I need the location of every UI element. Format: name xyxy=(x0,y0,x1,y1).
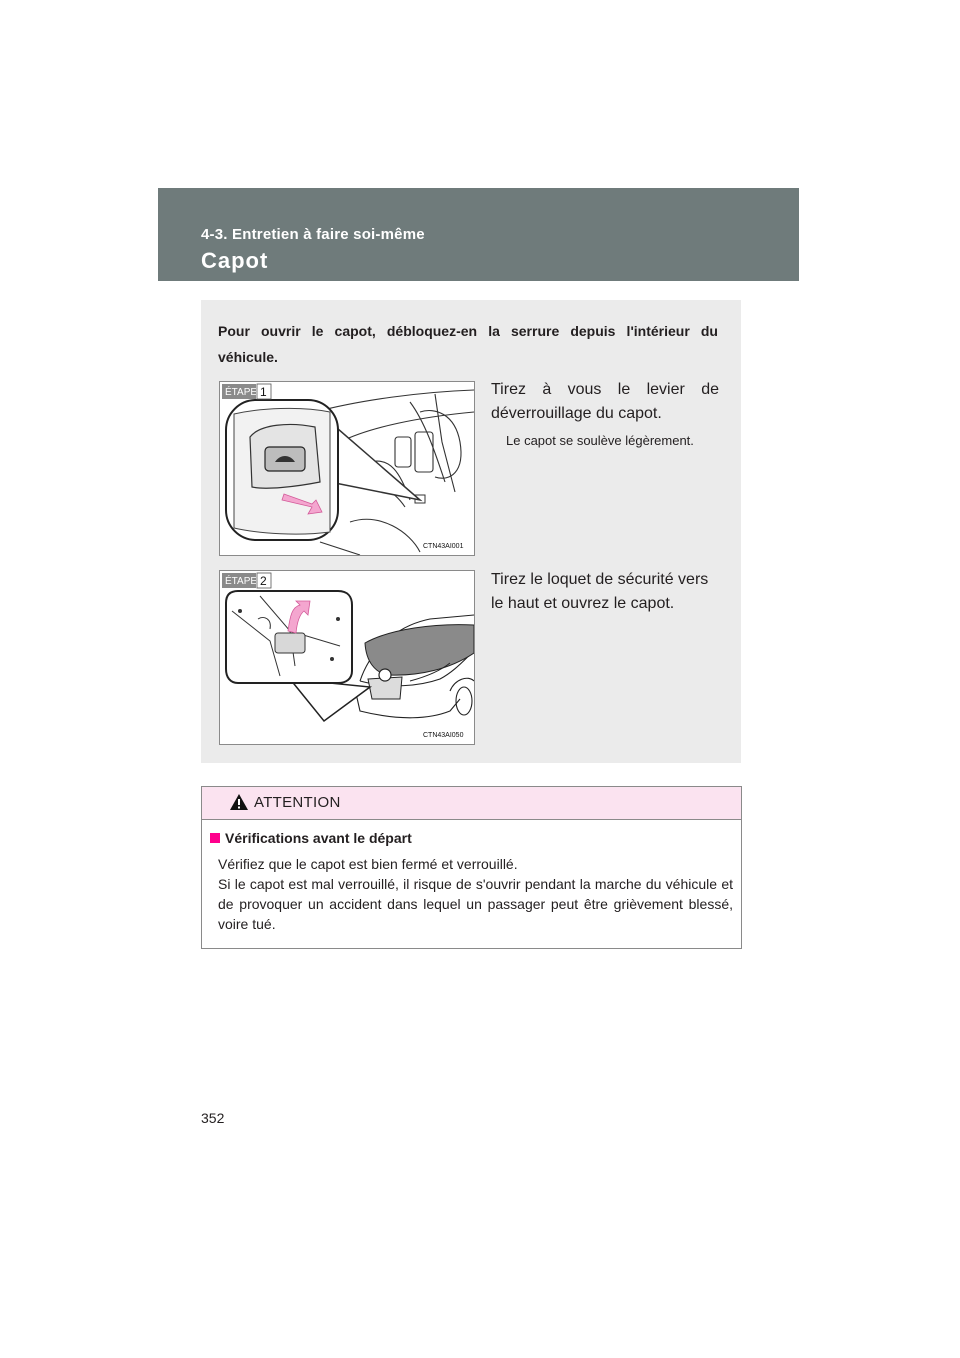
step-number: 1 xyxy=(260,385,267,399)
caution-title: ATTENTION xyxy=(254,794,341,811)
caution-line: Vérifiez que le capot est bien fermé et verrouillé. xyxy=(218,856,518,872)
hood-release-lever-illustration xyxy=(220,382,474,555)
intro-text: Pour ouvrir le capot, débloquez-en la serrure depuis l'intérieur du véhicule. xyxy=(218,323,718,365)
procedure-box xyxy=(201,300,741,763)
caution-body xyxy=(218,854,733,934)
step-number: 2 xyxy=(260,574,267,588)
step-2-text: Tirez le loquet de sécurité vers le haut et ouvrez le capot. xyxy=(491,571,709,612)
step-badge-label: ÉTAPE xyxy=(225,576,258,587)
page-title: Capot xyxy=(201,248,269,273)
figure-code: CTN43AI050 xyxy=(423,732,464,739)
caution-line: Si le capot est mal verrouillé, il risque de s'ouvrir pendant la marche du véhicule et de provoquer un accident dans lequel un passager peut être grièvement blessé, voire tué. xyxy=(218,876,733,932)
step-2-figure xyxy=(219,570,475,745)
bullet-square-icon xyxy=(210,833,220,843)
step-1-text: Tirez à vous le levier de déverrouillage du capot. xyxy=(491,381,719,422)
step-1-figure xyxy=(219,381,475,556)
caution-box xyxy=(201,786,742,949)
hood-safety-catch-illustration xyxy=(220,571,474,744)
section-header xyxy=(158,188,799,281)
warning-icon xyxy=(229,793,249,811)
figure-code: CTN43AI001 xyxy=(423,543,464,550)
caution-heading-text: Vérifications avant le départ xyxy=(225,830,412,846)
step-badge-label: ÉTAPE xyxy=(225,387,258,398)
section-label: 4-3. Entretien à faire soi-même xyxy=(201,226,425,243)
caution-heading xyxy=(210,830,412,846)
step-1-note: Le capot se soulève légèrement. xyxy=(506,433,694,448)
page-number: 352 xyxy=(201,1110,225,1126)
caution-header xyxy=(202,787,741,820)
